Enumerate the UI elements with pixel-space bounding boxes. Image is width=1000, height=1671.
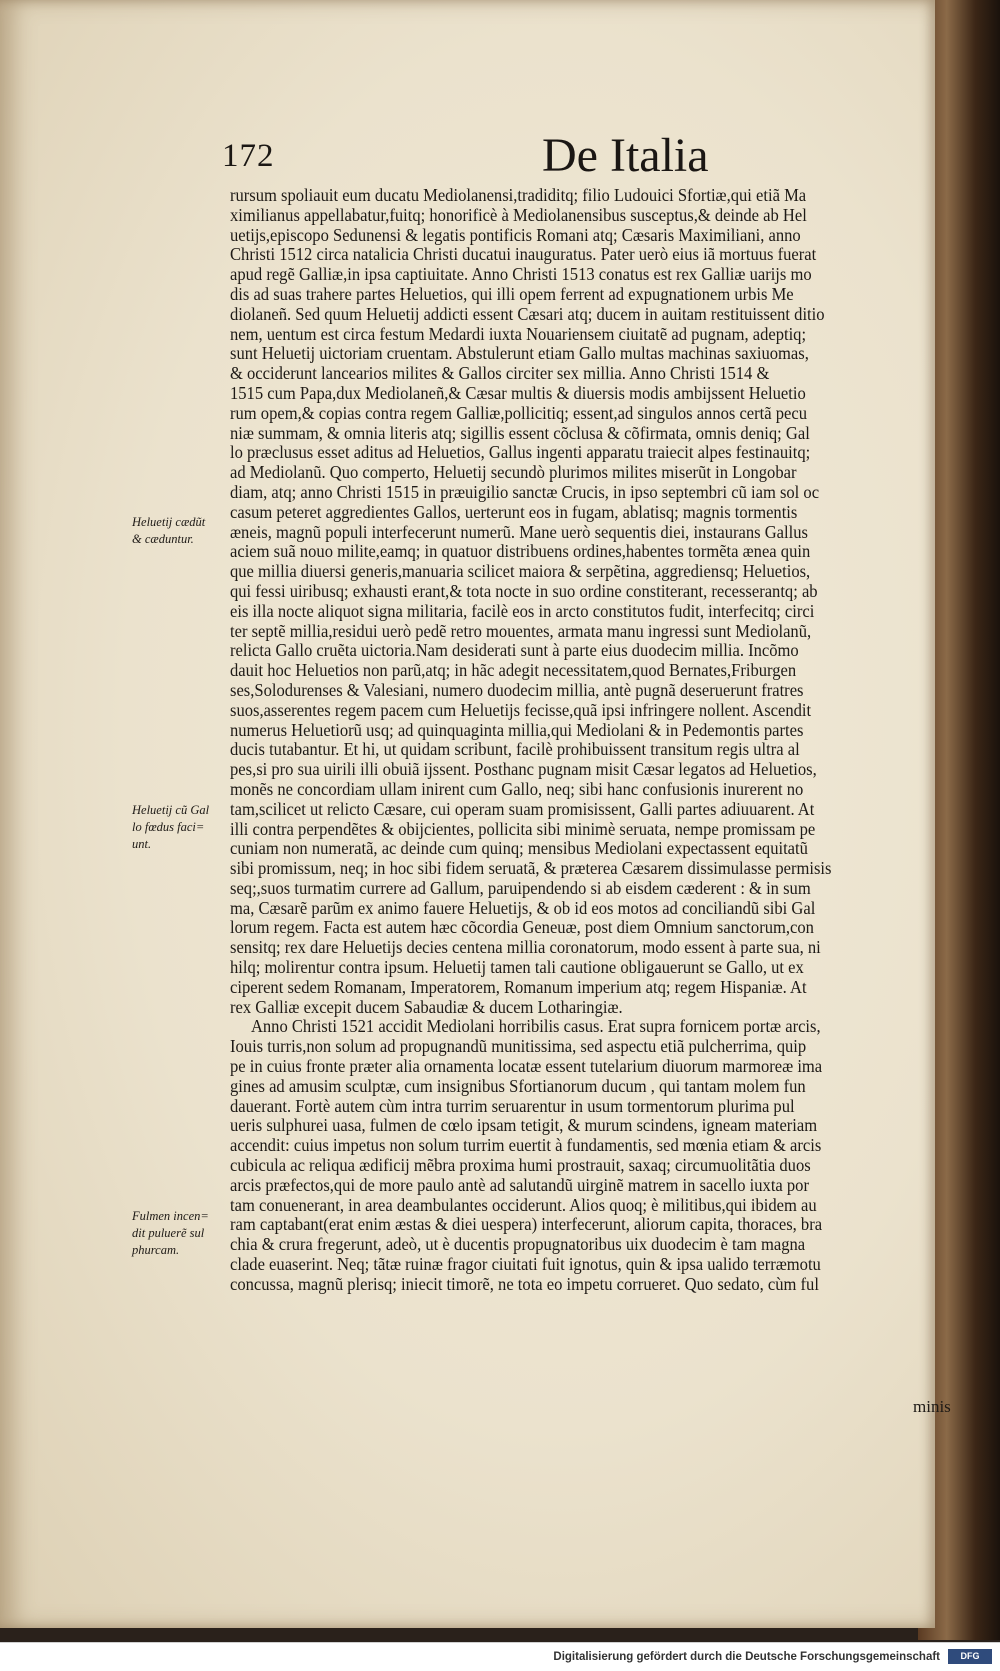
text-line: numerus Heluetiorũ usq; ad quinquaginta millia,qui Mediolani & in Pedemontis partes — [230, 719, 804, 740]
text-line: ad Mediolanũ. Quo comperto, Heluetij secundò plurimos milites miserũt in Longobar — [230, 462, 797, 483]
text-line: relicta Gallo cruẽta uictoria.Nam desiderati sunt à parte eius duodecim millia. Incõmo — [230, 640, 799, 661]
text-line: clade euaserint. Neq; tãtæ ruinæ fragor ciuitati fuit ignotus, quin & ipsa ualido terræmotu — [230, 1254, 821, 1275]
text-line: Iouis turris,non solum ad propugnandũ munitissima, sed aspectu etiã pulcherrima, quip — [230, 1036, 807, 1057]
margin-note-line: phurcam. — [132, 1243, 180, 1257]
text-line: dauit hoc Heluetios non parũ,atq; in hãc adegit necessitatem,quod Bernates,Friburgen — [230, 660, 797, 681]
text-line: hilq; molirentur contra ipsum. Heluetij tamen tali cautione obligauerunt se Gallo, ut ex — [230, 957, 804, 978]
text-line: ueris sulphurei uasa, fulmen de cœlo ipsam tetigit, & murum scindens, igneam materiam — [230, 1115, 818, 1136]
catchword: minis — [913, 1397, 951, 1416]
text-line: rum opem,& copias contra regem Galliæ,pollicitiq; essent,ad singulos annos certã pecu — [230, 402, 808, 423]
margin-note-1 — [132, 514, 228, 548]
text-line: eis illa nocte aliquot signa militaria, facilè eos in arcto constitutos fudit, interfecitq; circi — [230, 600, 815, 621]
footer-bar — [0, 1642, 1000, 1671]
margin-note-3 — [132, 1208, 228, 1259]
text-line: apud regẽ Galliæ,in ipsa captiuitate. Anno Christi 1513 conatus est rex Galliæ uarijs mo — [230, 264, 812, 285]
text-line: suos,asserentes regem pacem cum Heluetijs fecisse,quã ipsi infringere nollent. Ascendit — [230, 699, 812, 720]
text-line: chia & crura fregerunt, adeò, ut è ducentis propugnatoribus uix duodecim è tam magna — [230, 1234, 806, 1255]
text-line: concussa, magnũ plerisq; iniecit timorẽ, ne tota eo impetu corrueret. Quo sedato, cùm ful — [230, 1273, 819, 1294]
margin-note-line: unt. — [132, 837, 152, 851]
text-line: dauerant. Fortè autem cùm intra turrim seruarentur in usum tormentorum plurima pul — [230, 1095, 795, 1116]
text-line: rursum spoliauit eum ducatu Mediolanensi,tradiditq; filio Ludouici Sfortiæ,qui etiã Ma — [230, 185, 807, 205]
text-line: qui fessi uiribusq; exhausti erant,& tota nocte in suo ordine constiterant, recesserantq; ab — [230, 580, 818, 601]
footer-credit: Digitalisierung gefördert durch die Deutsche Forschungsgemeinschaft — [553, 1651, 940, 1663]
margin-note-line: lo fœdus faci= — [132, 820, 205, 834]
text-line: & occiderunt lancearios milites & Gallos circiter sex millia. Anno Christi 1514 & — [230, 363, 770, 384]
running-head: De Italia — [542, 129, 709, 182]
text-line: ter septẽ millia,residui uerò pedẽ retro mouentes, armata manu ingressi sunt Mediolanũ, — [230, 620, 812, 641]
margin-note-2 — [132, 802, 228, 853]
text-line: ximilianus appellabatur,fuitq; honorificè à Mediolanensibus susceptus,& deinde ab Hel — [230, 204, 807, 225]
text-line: Christi 1512 circa natalicia Christi ducatui inauguratus. Pater uerò eius iã mortuus fuerat — [230, 244, 817, 265]
text-line: Anno Christi 1521 accidit Mediolani horribilis casus. Erat supra fornicem portæ arcis, — [250, 1016, 821, 1037]
text-line: rex Galliæ excepit ducem Sabaudiæ & ducem Lotharingiæ. — [230, 996, 623, 1017]
text-line: sensitq; rex dare Heluetijs decies centena millia coronatorum, modo essent à parte sua, ni — [230, 937, 821, 958]
text-line: lo præclusus esset aditus ad Heluetios, Gallus ingenti apparatu traiecit alpes festinauitq; — [230, 442, 811, 463]
page-number: 172 — [222, 138, 275, 174]
text-line: monẽs ne concordiam ullam inirent cum Gallo, neq; sibi hanc confusionis inurerent no — [230, 778, 804, 799]
margin-note-line: & cæduntur. — [132, 532, 194, 546]
body-text — [230, 186, 965, 1295]
text-line: dis ad suas trahere partes Heluetios, qui illi opem ferrent ad expugnationem urbis Me — [230, 283, 794, 304]
text-line: accendit: cuius impetus non solum turrim euertit à fundamentis, sed mœnia etiam & arcis — [230, 1135, 822, 1156]
text-line: sibi promissum, neq; in hoc sibi fidem seruatã, & præterea Cæsarem dissimulasse permisis — [230, 858, 832, 879]
text-line: cubicula ac reliqua ædificij mẽbra proxima humi prostrauit, saxaq; circumuolitãtia duos — [230, 1155, 811, 1176]
text-line: pes,si pro sua uirili illi obuiã ijssent. Posthanc pugnam misit Cæsar legatos ad Heluetios, — [230, 759, 817, 780]
text-line: casum peteret aggredientes Gallos, uerterunt eos in fugam, ablatisq; magnis tormentis — [230, 501, 798, 522]
margin-note-line: Heluetij cũ Gal — [132, 803, 210, 817]
text-line: aciem suã nouo milite,eamq; in quatuor distribuens ordines,habentes tormẽta ænea quin — [230, 541, 811, 562]
margin-note-line: Heluetij cædũt — [132, 515, 206, 529]
text-line: ram captabant(erat enim æstas & diei uespera) interfecerunt, aliorum capita, thoraces, bra — [230, 1214, 823, 1235]
text-line: illi contra perpendẽtes & obijcientes, pollicita sibi minimè seruata, nempe promissam pe — [230, 818, 816, 839]
dfg-logo: DFG — [948, 1649, 992, 1664]
text-line: ciperent sedem Romanam, Imperatorem, Romanum imperium atq; regem Hispaniæ. At — [230, 976, 807, 997]
text-line: niæ summam, & omnia literis atq; sigillis essent cõclusa & cõfirmata, omnis deniq; Gal — [230, 422, 810, 443]
text-line: tam,scilicet ut relicto Cæsare, cui operam suam promisissent, Galli partes adiuuarent. At — [230, 798, 815, 819]
text-line: gines ad amusim sculptæ, cum insignibus Sfortianorum ducum , qui tantam molem fun — [230, 1075, 806, 1096]
text-line: cuniam non numeratã, ac deinde cum quinq; mensibus Mediolani expectassent equitatũ — [230, 838, 808, 859]
margin-note-line: dit puluerẽ sul — [132, 1226, 205, 1240]
text-line: lorum regem. Facta est autem hæc cõcordia Geneuæ, post diem Omnium sanctorum,con — [230, 917, 814, 938]
text-line: ducis tutabantur. Et hi, ut quidam scribunt, facilè prohibuissent transitum regis ultra al — [230, 739, 800, 760]
margin-note-line: Fulmen incen= — [132, 1209, 209, 1223]
text-line: nem, uentum est circa festum Medardi iuxta Nouariensem ciuitatẽ ad pugnam, adeptiq; — [230, 323, 807, 344]
text-line: que millia diuersi generis,manuaria scilicet maiora & serpẽtina, aggrediensq; Heluetios, — [230, 561, 811, 582]
text-line: diam, atq; anno Christi 1515 in præuigilio sanctæ Crucis, in ipso septembri cũ iam sol oc — [230, 481, 820, 502]
text-line: sunt Heluetij uictoriam cruentam. Abstulerunt etiam Gallo multas machinas saxiuomas, — [230, 343, 809, 364]
text-line: arcis præfectos,qui de more paulo antè ad salutandũ uirginẽ matrem in sacello iuxta por — [230, 1174, 809, 1195]
text-line: uetijs,episcopo Sedunensi & legatis pontificis Romani atq; Cæsaris Maximiliani, anno — [230, 224, 801, 245]
text-line: æneis, magnũ populi interfecerunt numerũ. Mane uerò sequentis diei, instaurans Gallus — [230, 521, 808, 542]
text-line: diolaneñ. Sed quum Heluetij addicti essent Cæsari atq; ducem in auitam restituissent ditio — [230, 303, 825, 324]
text-line: ses,Solodurenses & Valesiani, numero duodecim millia, antè pugnã deseruerunt fratres — [230, 679, 804, 700]
text-line: 1515 cum Papa,dux Mediolaneñ,& Cæsar multis & diuersis modis ambijssent Heluetio — [230, 382, 806, 403]
text-line: ma, Cæsarẽ parũm ex animo fauere Heluetijs, & ob id eos motos ad conciliandũ sibi Gal — [230, 897, 816, 918]
text-line: seq;,suos turmatim currere ad Gallum, paruipendendo si ab eisdem cæderent : & in sum — [230, 877, 811, 898]
text-line: pe in cuius fronte præter alia ornamenta locatæ essent tutelarium diuorum marmoreæ ima — [230, 1056, 823, 1077]
text-line: tam conuenerant, in area deambulantes occiderunt. Alios quoq; è militibus,qui ibidem au — [230, 1194, 817, 1215]
